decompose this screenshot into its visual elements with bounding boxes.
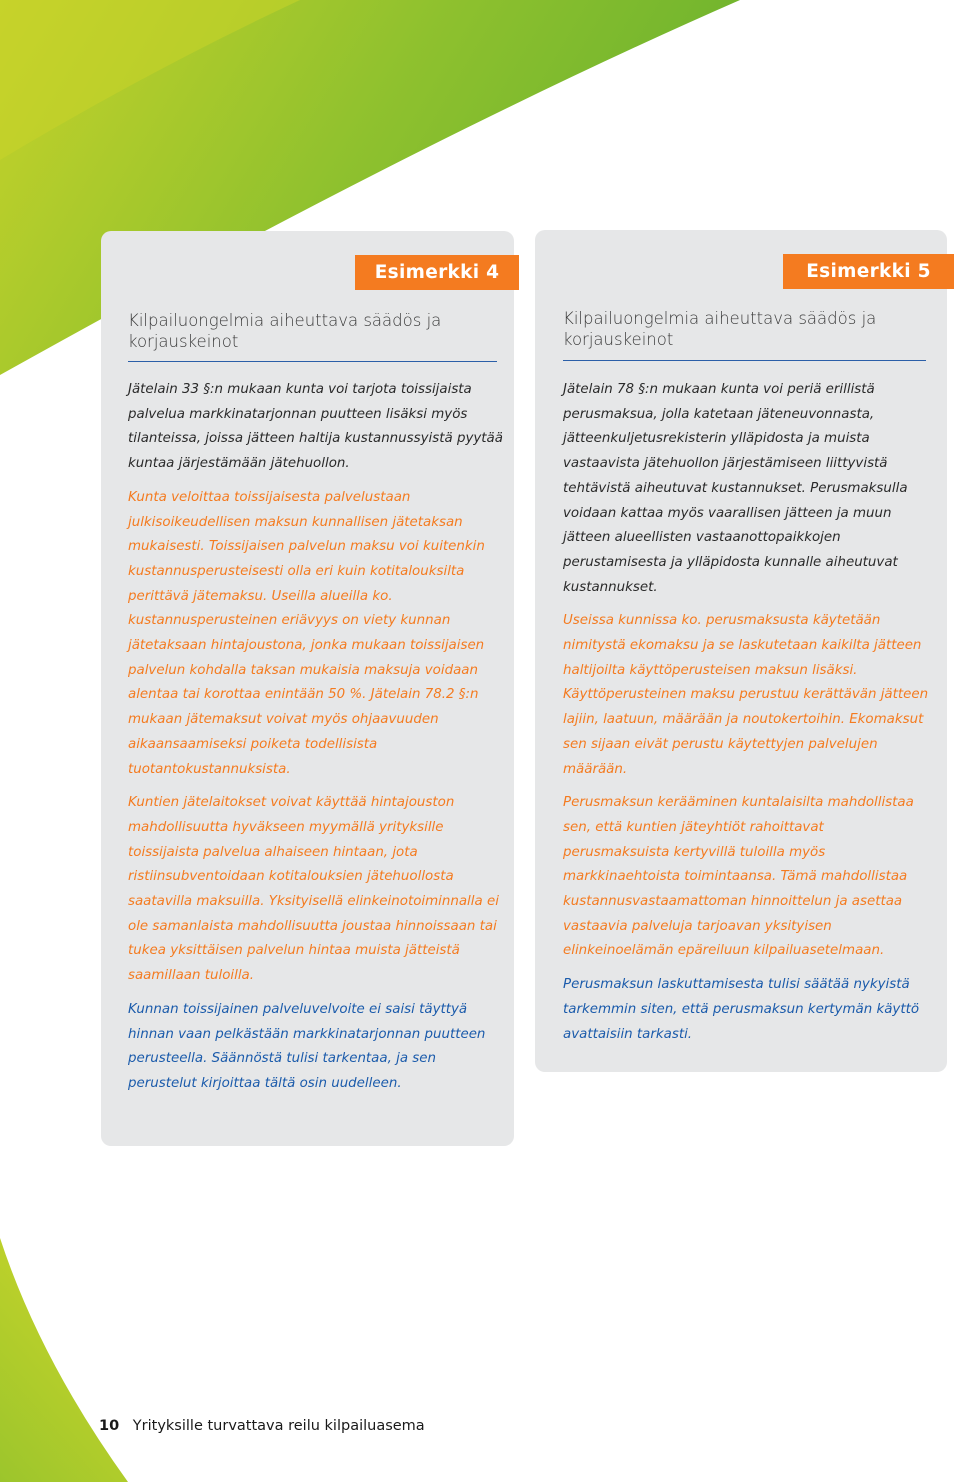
example-5-divider [563,360,926,361]
example-4-paragraph-2: Kunta veloittaa toissijaisesta palvelustaan julkisoikeudellisen maksun kunnallisen jätetaksan mukaisesti. Toissijaisen palvelun maksu voi kuitenkin kustannusperusteisesti olla eri kuin kotitalouksilta perittävä jätemaksu. Useilla alueilla ko. kustannusperusteinen eriävyys on viety kunnan jätetaksaan hintajoustona, jonka mukaan toissijaisen palvelun kohdalla taksan mukaisia maksuja voidaan alentaa tai korottaa enintään 50 %. Jätelain 78.2 §:n mukaan jätemaksut voivat myös ohjaavuuden aikaansaamiseksi poiketa todellisista tuotantokustannuksista. [128,489,485,777]
example-5-tab: Esimerkki 5 [783,254,954,289]
example-4-tab: Esimerkki 4 [355,255,519,290]
example-5-paragraph-4: Perusmaksun laskuttamisesta tulisi säätää nykyistä tarkemmin siten, että perusmaksun kertymän käyttö avattaisiin tarkasti. [563,977,920,1042]
example-5-title: Kilpailuongelmia aiheuttava säädös ja korjauskeinot [563,309,877,349]
example-4-divider [128,361,497,362]
page-number: 10 [99,1418,120,1434]
example-4-paragraph-3: Kuntien jätelaitokset voivat käyttää hintajouston mahdollisuutta hyväkseen myymällä yrityksille toissijaista palvelua alhaiseen hintaan, jota ristiinsubventoidaan kotitalouksien jätehuollosta saatavilla maksuilla. Yksityisellä elinkeinotoiminnalla ei ole samanlaista mahdollisuutta joustaa hinnoissaan tai tukea yksittäisen palvelun hintaa muista jätteistä saamillaan tuloilla. [128,795,499,984]
example-4-title: Kilpailuongelmia aiheuttava säädös ja korjauskeinot [128,311,442,351]
example-4-body [128,378,508,1097]
example-4-paragraph-1: Jätelain 33 §:n mukaan kunta voi tarjota toissijaista palvelua markkinatarjonnan puutteen lisäksi myös tilanteissa, joissa jätteen haltija kustannussyistä pyytää kuntaa järjestämään jätehuollon. [128,382,503,472]
example-5-paragraph-2: Useissa kunnissa ko. perusmaksusta käytetään nimitystä ekomaksu ja se laskutetaan kaikilta jätteen haltijoilta käyttöperusteisen maksun lisäksi. Käyttöperusteinen maksu perustuu kerättävän jätteen lajiin, laatuun, määrään ja noutokertoihin. Ekomaksut sen sijaan eivät perustu käytettyjen palvelujen määrään. [563,613,929,777]
example-5-paragraph-3: Perusmaksun kerääminen kuntalaisilta mahdollistaa sen, että kuntien jäteyhtiöt rahoittavat perusmaksuista kertyvillä tuloilla myös markkinaehtoista toimintaansa. Tämä mahdollistaa kustannusvastaamattoman hinnoittelun ja asettaa vastaavia palveluja tarjoavan yksityisen elinkeinoelämän epäreiluun kilpailuasetelmaan. [563,795,914,959]
bottom-green-swoosh [0,1238,128,1482]
footer-title: Yrityksille turvattava reilu kilpailuasema [132,1418,425,1434]
example-5-paragraph-1: Jätelain 78 §:n mukaan kunta voi periä erillistä perusmaksua, jolla katetaan jäteneuvonnasta, jätteenkuljetusrekisterin ylläpidosta ja muista vastaavista jätehuollon järjestämiseen liittyvistä tehtävistä aiheutuvat kustannukset. Perusmaksulla voidaan kattaa myös vaarallisen jätteen ja muun jätteen alueellisten vastaanottopaikkojen perustamisesta ja ylläpidosta kunnalle aiheutuvat kustannukset. [563,382,908,595]
example-5-body [563,378,933,1047]
example-4-paragraph-4: Kunnan toissijainen palveluvelvoite ei saisi täyttyä hinnan vaan pelkästään markkinatarjonnan puutteen perusteella. Säännöstä tulisi tarkentaa, ja sen perustelut kirjoittaa tältä osin uudelleen. [128,1001,486,1091]
page-footer [99,1418,425,1434]
